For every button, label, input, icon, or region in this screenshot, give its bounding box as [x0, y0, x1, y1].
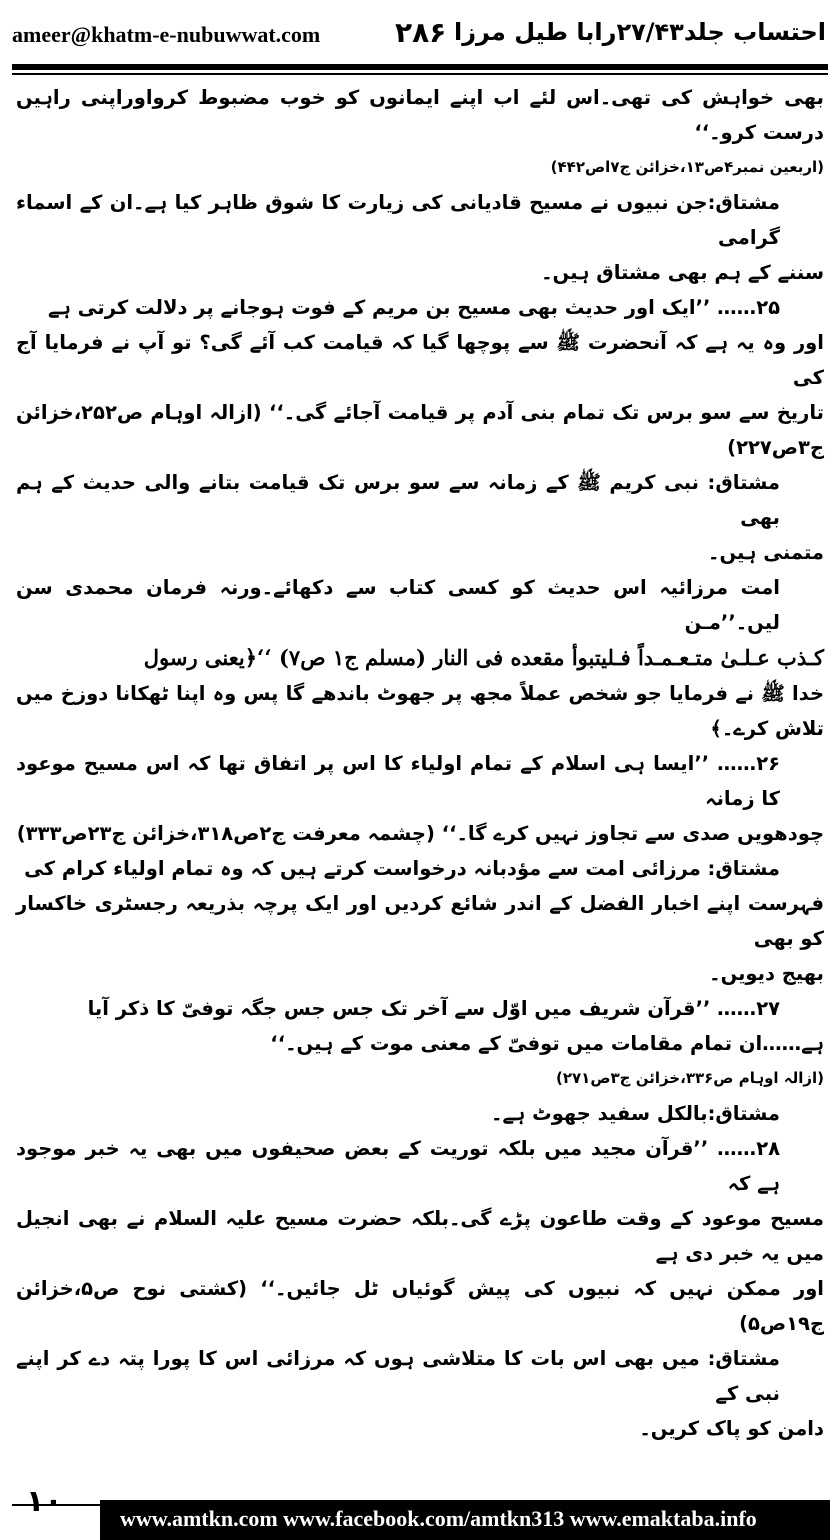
page-body	[16, 80, 824, 1460]
text-line: تاریخ سے سو برس تک تمام بنی آدم پر قیامت آجائے گی۔‘‘ (ازالہ اوہام ص۲۵۲،خزائن ج۳ص۲۲۷)	[16, 401, 824, 459]
header-email: ameer@khatm-e-nubuwwat.com	[12, 22, 321, 47]
page-header	[0, 0, 840, 72]
text-line: مشتاق: نبی کریم ﷺ کے زمانہ سے سو برس تک قیامت بتانے والی حدیث کے ہم بھی	[16, 471, 780, 529]
header-book-title: احتساب جلد۲۷/۴۳رابا طیل مرزا	[454, 18, 826, 46]
footer-website-links[interactable]: www.amtkn.com www.facebook.com/amtkn313 www.emaktaba.info	[120, 1506, 757, 1531]
reference-citation: (ازالہ اوہام ص۳۳۶،خزائن ج۳ص۲۷۱)	[556, 1069, 824, 1087]
text-line: اور ممکن نہیں کہ نبیوں کی پیش گوئیاں ٹل جائیں۔‘‘ (کشتی نوح ص۵،خزائن ج۱۹ص۵)	[16, 1277, 824, 1335]
header-page-number: ۲۸۶	[395, 16, 447, 49]
text-line: بھیج دیویں۔	[709, 962, 824, 985]
header-rule	[12, 64, 828, 70]
header-rule-thin	[12, 73, 828, 75]
text-line: ۲۷…… ’’قرآن شریف میں اوّل سے آخر تک جس جس جگہ توفیّ کا ذکر آیا	[87, 997, 780, 1020]
arabic-quote: کـذب عـلـیٰ متـعـمـداً فـلیتبوأ مقعده فی النار (مسلم ج۱ ص۷) ‘‘﴿یعنی رسول	[143, 645, 824, 670]
reference-citation: (اربعین نمبر۴ص۱۳،خزائن ج۷اص۴۴۲)	[550, 158, 824, 176]
text-line: مشتاق: مرزائی امت سے مؤدبانہ درخواست کرتے ہیں کہ وہ تمام اولیاء کرام کی	[24, 857, 780, 880]
text-line: مشتاق:بالکل سفید جھوٹ ہے۔	[491, 1102, 780, 1125]
text-line: ۲۸…… ’’قرآن مجید میں بلکہ توریت کے بعض صحیفوں میں بھی یہ خبر موجود ہے کہ	[16, 1137, 780, 1195]
text-line: بھی خواہش کی تھی۔اس لئے اب اپنے ایمانوں کو خوب مضبوط کرواوراپنی راہیں درست کرو۔‘‘	[16, 86, 824, 144]
footer-page-number: ۱۰	[26, 1484, 63, 1519]
text-line: ۲۶…… ’’ایسا ہی اسلام کے تمام اولیاء کا اس پر اتفاق تھا کہ اس مسیح موعود کا زمانہ	[16, 752, 780, 810]
text-line: ہے……ان تمام مقامات میں توفیّ کے معنی موت کے ہیں۔‘‘	[270, 1032, 824, 1055]
text-line: خدا ﷺ نے فرمایا جو شخص عملاً مجھ پر جھوٹ باندھے گا پس وہ اپنا ٹھکانا دوزخ میں تلاش کرے۔﴾	[16, 682, 824, 740]
text-line: امت مرزائیہ اس حدیث کو کسی کتاب سے دکھائے۔ورنہ فرمان محمدی سن لیں۔’’مـن	[16, 576, 780, 634]
text-line: فہرست اپنے اخبار الفضل کے اندر شائع کردیں اور ایک پرچہ بذریعہ رجسٹری خاکسار کو بھی	[16, 892, 824, 950]
text-line: مشتاق:جن نبیوں نے مسیح قادیانی کی زیارت کا شوق ظاہر کیا ہے۔ان کے اسماء گرامی	[16, 191, 780, 249]
page-footer	[0, 1480, 840, 1540]
text-line: مسیح موعود کے وقت طاعون پڑے گی۔بلکہ حضرت مسیح علیہ السلام نے بھی انجیل میں یہ خبر دی ہے	[16, 1207, 824, 1265]
text-line: ۲۵…… ’’ایک اور حدیث بھی مسیح بن مریم کے فوت ہوجانے پر دلالت کرتی ہے	[48, 296, 780, 319]
text-line: سننے کے ہم بھی مشتاق ہیں۔	[541, 261, 824, 284]
text-line: چودھویں صدی سے تجاوز نہیں کرے گا۔‘‘ (چشمہ معرفت ج۲ص۳۱۸،خزائن ج۲۳ص۳۳۳)	[16, 822, 824, 845]
text-line: مشتاق: میں بھی اس بات کا متلاشی ہوں کہ مرزائی اس کا پورا پتہ دے کر اپنے نبی کے	[16, 1347, 780, 1405]
text-line: اور وہ یہ ہے کہ آنحضرت ﷺ سے پوچھا گیا کہ قیامت کب آئے گی؟ تو آپ نے فرمایا آج کی	[16, 331, 824, 389]
text-line: دامن کو پاک کریں۔	[639, 1417, 824, 1440]
text-line: متمنی ہیں۔	[708, 541, 824, 564]
